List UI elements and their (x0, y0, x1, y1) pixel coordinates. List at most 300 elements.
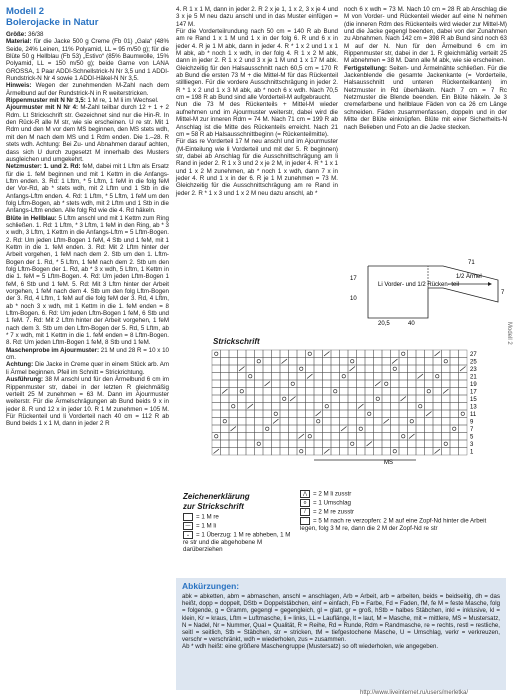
chart-cell (374, 373, 383, 381)
chart-cell (263, 350, 272, 358)
yarn-over-symbol (419, 405, 422, 408)
arrow-head-icon (488, 282, 492, 286)
chart-cell (374, 418, 383, 426)
paragraph-text: feM, dabei mit 1 Lftm als Ersatz für die 1. feM beginnen und mit 1 Kettm in die Anfangs-Lftm enden. 3. Rd: 1 Lftm, * 5 Lftm, 1 feM in die folg feM der Vor-Rd, ab * stets wdh, mit 2 Lftm und 1 Stb in die Anfangs-Lftm enden. 4. Rd: 1 Lftm, * 5 Lftm, 1 feM um den folg Lftm-Bogen, ab * stets wdh, mit 2 Lftm und 1 Stb in die Anfangs-Lftm enden. Alle folg Rd wie die 4. Rd häkeln. (6, 163, 169, 215)
yarn-over-symbol (334, 390, 337, 393)
chart-cell (374, 440, 383, 448)
chart-cell (425, 373, 434, 381)
chart-cell (229, 373, 238, 381)
chart-cell (382, 365, 391, 373)
chart-cell (221, 380, 230, 388)
row-number: 25 (470, 359, 477, 366)
chart-cell (408, 410, 417, 418)
legend-symbol-icon: — (183, 522, 193, 530)
chart-cell (382, 388, 391, 396)
chart-cell (391, 350, 400, 358)
chart-cell (357, 365, 366, 373)
chart-cell (212, 388, 221, 396)
chart-cell (272, 448, 281, 456)
chart-cell (212, 380, 221, 388)
chart-cell (340, 373, 349, 381)
paragraph-text: Nun die 73 M des Rückenteils + Mittel-M wieder aufnehmen und im Ajourmuster weiterstr, dabei wird die Mittel-M zur inneren Rdm = 74 M. Nach 71 cm = 199 R ab Anschlag ist die Mitte des Rückenteils erreicht. Nach 21 cm = 58 R ab Halsausschnittbeginn (= Rückenteilmitte). (176, 101, 338, 138)
col3-paragraph (344, 65, 507, 131)
yarn-over-symbol (444, 442, 447, 445)
k2tog-symbol (460, 367, 466, 372)
chart-cell (331, 433, 340, 441)
chart-cell (255, 388, 264, 396)
chart-cell (306, 418, 315, 426)
chart-cell (365, 425, 374, 433)
yarn-over-symbol (393, 367, 396, 370)
chart-cell (255, 380, 264, 388)
chart-cell (297, 440, 306, 448)
chart-cell (348, 373, 357, 381)
chart-cell (425, 388, 434, 396)
chart-cell (450, 433, 459, 441)
chart-cell (306, 350, 315, 358)
chart-cell (399, 380, 408, 388)
chart-cell (450, 380, 459, 388)
schematic-right-label: 1/2 Ärmel (456, 274, 482, 280)
chart-cell (459, 388, 468, 396)
yarn-over-symbol (402, 352, 405, 355)
chart-cell (263, 365, 272, 373)
chart-cell (263, 395, 272, 403)
chart-cell (212, 395, 221, 403)
col1-paragraph (6, 361, 169, 376)
chart-cell (399, 358, 408, 366)
legend-item (300, 508, 500, 516)
paragraph-heading: Rippenmuster mit N Nr 3,5: (6, 97, 86, 105)
chart-cell (272, 350, 281, 358)
page-title: Modell 2 (6, 6, 45, 17)
chart-cell (297, 358, 306, 366)
legend-symbol-icon: o (300, 499, 310, 507)
chart-cell (442, 440, 451, 448)
chart-cell (255, 403, 264, 411)
abbreviations-note: Ab * wdh heißt: eine größere Maschengruppe (Mustersatz) so oft wiederholen, wie angegeben. (182, 643, 439, 651)
chart-cell (365, 373, 374, 381)
row-number: 13 (470, 404, 477, 411)
chart-cell (382, 373, 391, 381)
k2tog-symbol (341, 427, 347, 432)
chart-cell (263, 410, 272, 418)
chart-cell (459, 395, 468, 403)
chart-cell (365, 380, 374, 388)
chart-cell (408, 425, 417, 433)
measure-17: 17 (350, 276, 357, 282)
chart-cell (323, 410, 332, 418)
chart-cell (416, 425, 425, 433)
chart-cell (289, 410, 298, 418)
yarn-over-symbol (325, 405, 328, 408)
chart-cell (289, 380, 298, 388)
chart-cell (289, 433, 298, 441)
legend-subtitle: zur Strickschrift (183, 502, 244, 511)
chart-cell (263, 373, 272, 381)
chart-cell (382, 395, 391, 403)
chart-cell (416, 403, 425, 411)
chart-cell (306, 425, 315, 433)
chart-cell (297, 410, 306, 418)
chart-cell (357, 350, 366, 358)
yarn-over-symbol (300, 367, 303, 370)
chart-cell (306, 448, 315, 456)
chart-cell (246, 395, 255, 403)
paragraph-text: Für die Vorderteilrundung nach 50 cm = 140 R ab Bund am re Rand 1 x 1 M und 1 x in der folg 6. R und 6 x in jeder 4. R je 1 M abk, dann in jeder 4. R * 1 x 2 und 1 x 1 M abk, ab * noch 1 x wdh, in der folg 4. R 1 x 2 M abk, dann in jeder 2. R 1 x 2 und 3 x je 1 M und 1 x 17 M abk. Gleichzeitig für den Halsausschnitt nach 60,5 cm = 170 R ab Bund die ersten 73 M + die Mittel-M für das Rückenteil stillliegen. Für die vordere Ausschnittschrägung in jeder 2. R * 1 x 2 und 1 x 3 M abk, ab * noch 6 x wdh. Nach 70,5 cm = 198 R ab Bund sind alle Vorderteil-M aufgebraucht. (176, 28, 338, 102)
k2tog-symbol (409, 434, 415, 439)
paragraph-text: 4. R 1 x 1 M, dann in jeder 2. R 2 x je 1, 1 x 2, 3 x je 4 und 3 x je 5 M neu dazu anschl und in das Muster einfügen = 147 M. (176, 6, 338, 28)
chart-cell (459, 403, 468, 411)
chart-cell (331, 418, 340, 426)
chart-cell (314, 448, 323, 456)
chart-cell (323, 418, 332, 426)
chart-cell (340, 418, 349, 426)
k2tog-symbol (375, 382, 381, 387)
row-labels (470, 352, 477, 456)
k2tog-symbol (367, 442, 373, 447)
chart-cell (382, 425, 391, 433)
chart-cell (459, 433, 468, 441)
chart-cell (399, 365, 408, 373)
yarn-over-symbol (351, 442, 354, 445)
chart-cell (212, 373, 221, 381)
chart-cell (255, 358, 264, 366)
chart-cell (289, 350, 298, 358)
chart-cell (212, 440, 221, 448)
chart-cell (450, 373, 459, 381)
chart-cell (399, 425, 408, 433)
chart-cell (425, 358, 434, 366)
chart-cell (357, 395, 366, 403)
chart-grid (212, 350, 467, 455)
k2tog-symbol (316, 412, 322, 417)
chart-cell (391, 433, 400, 441)
chart-cell (297, 365, 306, 373)
col2-paragraph (176, 6, 338, 28)
chart-cell (331, 350, 340, 358)
chart-cell (340, 395, 349, 403)
chart-cell (408, 448, 417, 456)
yarn-over-symbol (232, 405, 235, 408)
chart-cell (408, 418, 417, 426)
legend-text: = 1 M re (196, 513, 219, 521)
chart-cell (365, 365, 374, 373)
chart-cell (450, 358, 459, 366)
chart-cell (229, 388, 238, 396)
chart-cell (331, 388, 340, 396)
chart-cell (374, 395, 383, 403)
chart-cell (450, 395, 459, 403)
col1-paragraph (6, 97, 169, 104)
yarn-over-symbol (444, 360, 447, 363)
k2tog-symbol (392, 359, 398, 364)
chart-cell (348, 350, 357, 358)
chart-cell (365, 448, 374, 456)
chart-cell (433, 358, 442, 366)
chart-cell (399, 350, 408, 358)
col1-body (6, 31, 169, 428)
row-number: 11 (470, 412, 477, 418)
chart-cell (246, 418, 255, 426)
paragraph-heading: Maschenprobe im Ajourmuster: (6, 346, 100, 354)
chart-cell (229, 433, 238, 441)
chart-cell (340, 403, 349, 411)
chart-cell (280, 350, 289, 358)
chart-cell (323, 373, 332, 381)
chart-cell (238, 388, 247, 396)
chart-cell (263, 448, 272, 456)
legend-symbol-icon: ⌄ (183, 531, 193, 539)
chart-cell (238, 433, 247, 441)
chart-cell (280, 410, 289, 418)
chart-cell (331, 365, 340, 373)
chart-cell (246, 448, 255, 456)
chart-cell (450, 403, 459, 411)
chart-cell (382, 433, 391, 441)
chart-cell (365, 403, 374, 411)
k2tog-symbol (426, 412, 432, 417)
chart-cell (323, 433, 332, 441)
yarn-over-symbol (240, 390, 243, 393)
k2tog-symbol (214, 449, 220, 454)
chart-cell (255, 433, 264, 441)
chart-cell (280, 425, 289, 433)
k2tog-symbol (248, 404, 254, 409)
row-number: 17 (470, 389, 477, 396)
chart-cell (399, 373, 408, 381)
legend-text: = 2 M re zusstr (313, 508, 355, 516)
yarn-over-symbol (368, 412, 371, 415)
chart-cell (212, 403, 221, 411)
yarn-over-symbol (308, 435, 311, 438)
chart-cell (391, 418, 400, 426)
k2tog-symbol (324, 352, 330, 357)
col1-paragraph (6, 82, 169, 97)
chart-cell (442, 410, 451, 418)
chart-cell (229, 440, 238, 448)
chart-cell (408, 388, 417, 396)
abbreviations-text (182, 593, 500, 651)
chart-cell (416, 433, 425, 441)
chart-cell (365, 418, 374, 426)
chart-cell (297, 388, 306, 396)
chart-cell (238, 395, 247, 403)
chart-cell (450, 440, 459, 448)
chart-cell (306, 358, 315, 366)
chart-cell (348, 448, 357, 456)
chart-cell (340, 433, 349, 441)
chart-cell (255, 410, 264, 418)
chart-cell (246, 410, 255, 418)
legend-symbol-icon (183, 513, 193, 521)
chart-cell (416, 448, 425, 456)
yarn-over-symbol (308, 352, 311, 355)
yarn-over-symbol (274, 412, 277, 415)
chart-cell (450, 410, 459, 418)
chart-cell (272, 373, 281, 381)
chart-cell (297, 350, 306, 358)
chart-cell (391, 440, 400, 448)
chart-cell (255, 425, 264, 433)
paragraph-heading: Blüte in Hellblau: (6, 214, 57, 222)
chart-cell (391, 425, 400, 433)
chart-cell (238, 410, 247, 418)
chart-cell (399, 440, 408, 448)
chart-cell (263, 425, 272, 433)
k2tog-symbol (273, 419, 279, 424)
abbreviations-title: Abkürzungen: (182, 581, 240, 591)
row-number: 5 (470, 434, 474, 441)
chart-cell (442, 418, 451, 426)
chart-cell (442, 365, 451, 373)
chart-cell (450, 418, 459, 426)
k2tog-symbol (443, 389, 449, 394)
chart-cell (246, 433, 255, 441)
chart-cell (348, 425, 357, 433)
chart-cell (433, 440, 442, 448)
paragraph-heading: Größe: (6, 31, 27, 38)
chart-cell (391, 448, 400, 456)
row-number: 1 (470, 449, 474, 456)
side-label: Modell 2 (506, 322, 512, 345)
legend-item (300, 490, 500, 498)
chart-cell (391, 365, 400, 373)
chart-cell (433, 425, 442, 433)
chart-cell (416, 380, 425, 388)
chart-cell (374, 410, 383, 418)
row-number: 27 (470, 352, 477, 358)
chart-cell (408, 373, 417, 381)
chart-cell (408, 358, 417, 366)
legend-symbol-icon: ⋀ (300, 490, 310, 498)
footer-url: http://www.liveinternet.ru/users/merletka/ (360, 690, 469, 696)
chart-cell (399, 448, 408, 456)
chart-cell (442, 395, 451, 403)
chart-cell (314, 380, 323, 388)
paragraph-heading: Achtung: (6, 361, 34, 369)
chart-cell (331, 395, 340, 403)
legend-text: = 1 Überzug: 1 M re abheben, 1 M re str und die abgehobene M darüberziehen (183, 531, 291, 554)
paragraph-heading: Material: (6, 38, 32, 46)
chart-cell (340, 380, 349, 388)
chart-cell (314, 440, 323, 448)
chart-cell (212, 365, 221, 373)
chart-cell (238, 350, 247, 358)
chart-cell (289, 388, 298, 396)
chart-cell (306, 388, 315, 396)
chart-cell (255, 350, 264, 358)
chart-cell (263, 403, 272, 411)
yarn-over-symbol (249, 375, 252, 378)
ms-label: MS (384, 460, 393, 466)
paragraph-text: Seiten- und Ärmelnähte schließen. Für die Jackenblende die gesamte Jackenkante (= Vorderteile, Halsausschnitt und unteren Rückenteilkanten) im Netzmuster in Rd überhäkeln. Nach 7 cm = 7 Rc Netzmuster die Blende beenden. Ein Blüte häkeln. Je 3 cremefarbene und hellblaue Fäden von ca 26 cm Länge schneiden. Fäden zusammenfassen, doppeln und in der Mitte der Blüte einknüpfen. Blüte mit einer Sicherheits-N nach Belieben und Foto an die Jacke stecken. (344, 64, 507, 131)
k2tog-symbol (418, 374, 424, 379)
chart-cell (374, 425, 383, 433)
chart-cell (314, 425, 323, 433)
k2tog-symbol (231, 427, 237, 432)
knitting-chart (206, 346, 506, 466)
chart-cell (289, 373, 298, 381)
abbreviations-body: abk = abketten, abm = abmaschen, anschl = anschlagen, Arb = Arbeit, arb = arbeiten, beids = beidseitig, dh = das heißt, dopp = doppelt, DStb = Doppelstäbchen, einf = einfach, Fb = Farbe, Fd = Faden, fM, fe M = feste Masche, folg = folgende, g = Gramm, gegengl = gegengleich, gl = glatt, gr = groß, hStb = halbes Stäbchen, inkl = inklusive, kl = klein, Kr = kraus, Lftm = Luftmasche, li = links, LL = Lauflänge, lt = laut, M = Masche, mit = mittlere, MS = Mustersatz, N = Nadel, Nr = Nummer, Qual = Qualität, R = Reihe, Rd = Runde, Rdm = Randmasche, re = rechts, restl = restliche, seitl = seitlich, Stb = Stäbchen, str = stricken, tM = tiefgestochene Masche, U = Umschlag, verkr = verkreuzen, verschr = verschränkt, wdh = wiederholen, zus = zusammen. (182, 593, 500, 644)
chart-cell (280, 395, 289, 403)
chart-cell (365, 358, 374, 366)
chart-cell (246, 380, 255, 388)
chart-cell (238, 380, 247, 388)
chart-cell (391, 388, 400, 396)
measure-40: 40 (408, 321, 415, 326)
paragraph-text: noch 6 x wdh = 73 M. Nach 10 cm = 28 R ab Anschlag die M von Vorder- und Rückenteil wieder auf eine N nehmen (die inneren Rdm des Rückenteils wird wieder zur Mittel-M) und die Jacke gegengl beenden, dabei von der Zunahmen zu Abnahmen. Nach 142 cm = 398 R ab Bund sind noch 63 M auf der N. Nun für den Ärmelbund 6 cm im Rippenmuster str, dabei in der 1. R gleichmäßig verteilt 25 M abnehmen = 38 M. Dann alle M abk, wie sie erscheinen. (344, 6, 507, 65)
paragraph-text: Für das re Vorderteil 17 M neu anschl und im Ajourmuster (M-Einteilung wie li Vorderteil und mit der 5. R beginnen) str, dabei ab Anschlag für die Ausschnittschrägung am li Rand in jeder 2. R 1 x 3 und 2 x je 2 M, in jeder 4. R * 1 x 1 und 1 x 2 M zunehmen, ab * noch 1 x wdh, dann 7 x in jeder 4. R und 1 x in der 6. R je 1 M zunehmen = 73 M. Gleichzeitig für die Ausschnittschrägung am re Rand in jeder 2. R * 1 x 3 und 1 x 2 M neu dazu anschl, ab * (176, 138, 338, 197)
legend-text: = 5 M nach re verzopfen: 2 M auf eine Zopf-Nd hinter die Arbeit legen, folg 3 M re, dann die 2 M der Zopf-Nd re str (300, 517, 487, 532)
chart-cell (306, 433, 315, 441)
paragraph-text: für die Jacke 500 g Creme (Fb 01) „Gala“ (48% Seide, 24% Leinen, 11% Polyamid, LL = 95 m/50 g); für die Blüte 50 g Hellblau (Fb 53) „Estivo“ (85% Baumwolle, 15% Polyamid, LL = 150 m/50 g); beide Garne von LANA GROSSA, 1 Paar ADDI-Schnellstrick-N Nr 3,5 und 1 ADDI-Rundstrick-N Nr 4 sowie 1 ADDI-Häkel-N Nr 3,5. (6, 38, 169, 83)
chart-cell (382, 358, 391, 366)
chart-cell (221, 395, 230, 403)
chart-cell (416, 358, 425, 366)
chart-cell (323, 380, 332, 388)
chart-cell (433, 380, 442, 388)
chart-cell (331, 380, 340, 388)
chart-cell (357, 358, 366, 366)
yarn-over-symbol (351, 360, 354, 363)
chart-cell (433, 433, 442, 441)
legend-item (300, 499, 500, 507)
chart-cell (382, 448, 391, 456)
chart-cell (348, 358, 357, 366)
row-number: 23 (470, 367, 477, 373)
chart-cell (221, 425, 230, 433)
yarn-over-symbol (359, 427, 362, 430)
chart-cell (357, 448, 366, 456)
chart-cell (314, 365, 323, 373)
chart-cell (425, 365, 434, 373)
chart-cell (229, 395, 238, 403)
chart-cell (433, 395, 442, 403)
chart-cell (348, 388, 357, 396)
chart-cell (255, 418, 264, 426)
chart-cell (340, 448, 349, 456)
chart-cell (408, 365, 417, 373)
chart-cell (238, 358, 247, 366)
yarn-over-symbol (283, 397, 286, 400)
chart-cell (306, 403, 315, 411)
chart-cell (297, 425, 306, 433)
legend-symbol-icon: ⌒ (300, 517, 310, 525)
chart-cell (399, 403, 408, 411)
legend-text: = 1 Umschlag (313, 499, 352, 507)
chart-cell (425, 395, 434, 403)
chart-cell (348, 380, 357, 388)
chart-cell (306, 440, 315, 448)
paragraph-heading: Netzmuster: 1. und 2. Rd: (6, 163, 81, 171)
yarn-over-symbol (342, 375, 345, 378)
chart-cell (459, 350, 468, 358)
chart-cell (280, 448, 289, 456)
row-number: 7 (470, 427, 474, 433)
chart-cell (272, 425, 281, 433)
yarn-over-symbol (257, 360, 260, 363)
text-column-1 (6, 6, 169, 428)
chart-cell (331, 440, 340, 448)
chart-cell (221, 365, 230, 373)
chart-cell (357, 433, 366, 441)
chart-cell (314, 433, 323, 441)
chart-cell (382, 440, 391, 448)
chart-cell (314, 403, 323, 411)
k2tog-symbol (350, 367, 356, 372)
chart-cell (229, 448, 238, 456)
